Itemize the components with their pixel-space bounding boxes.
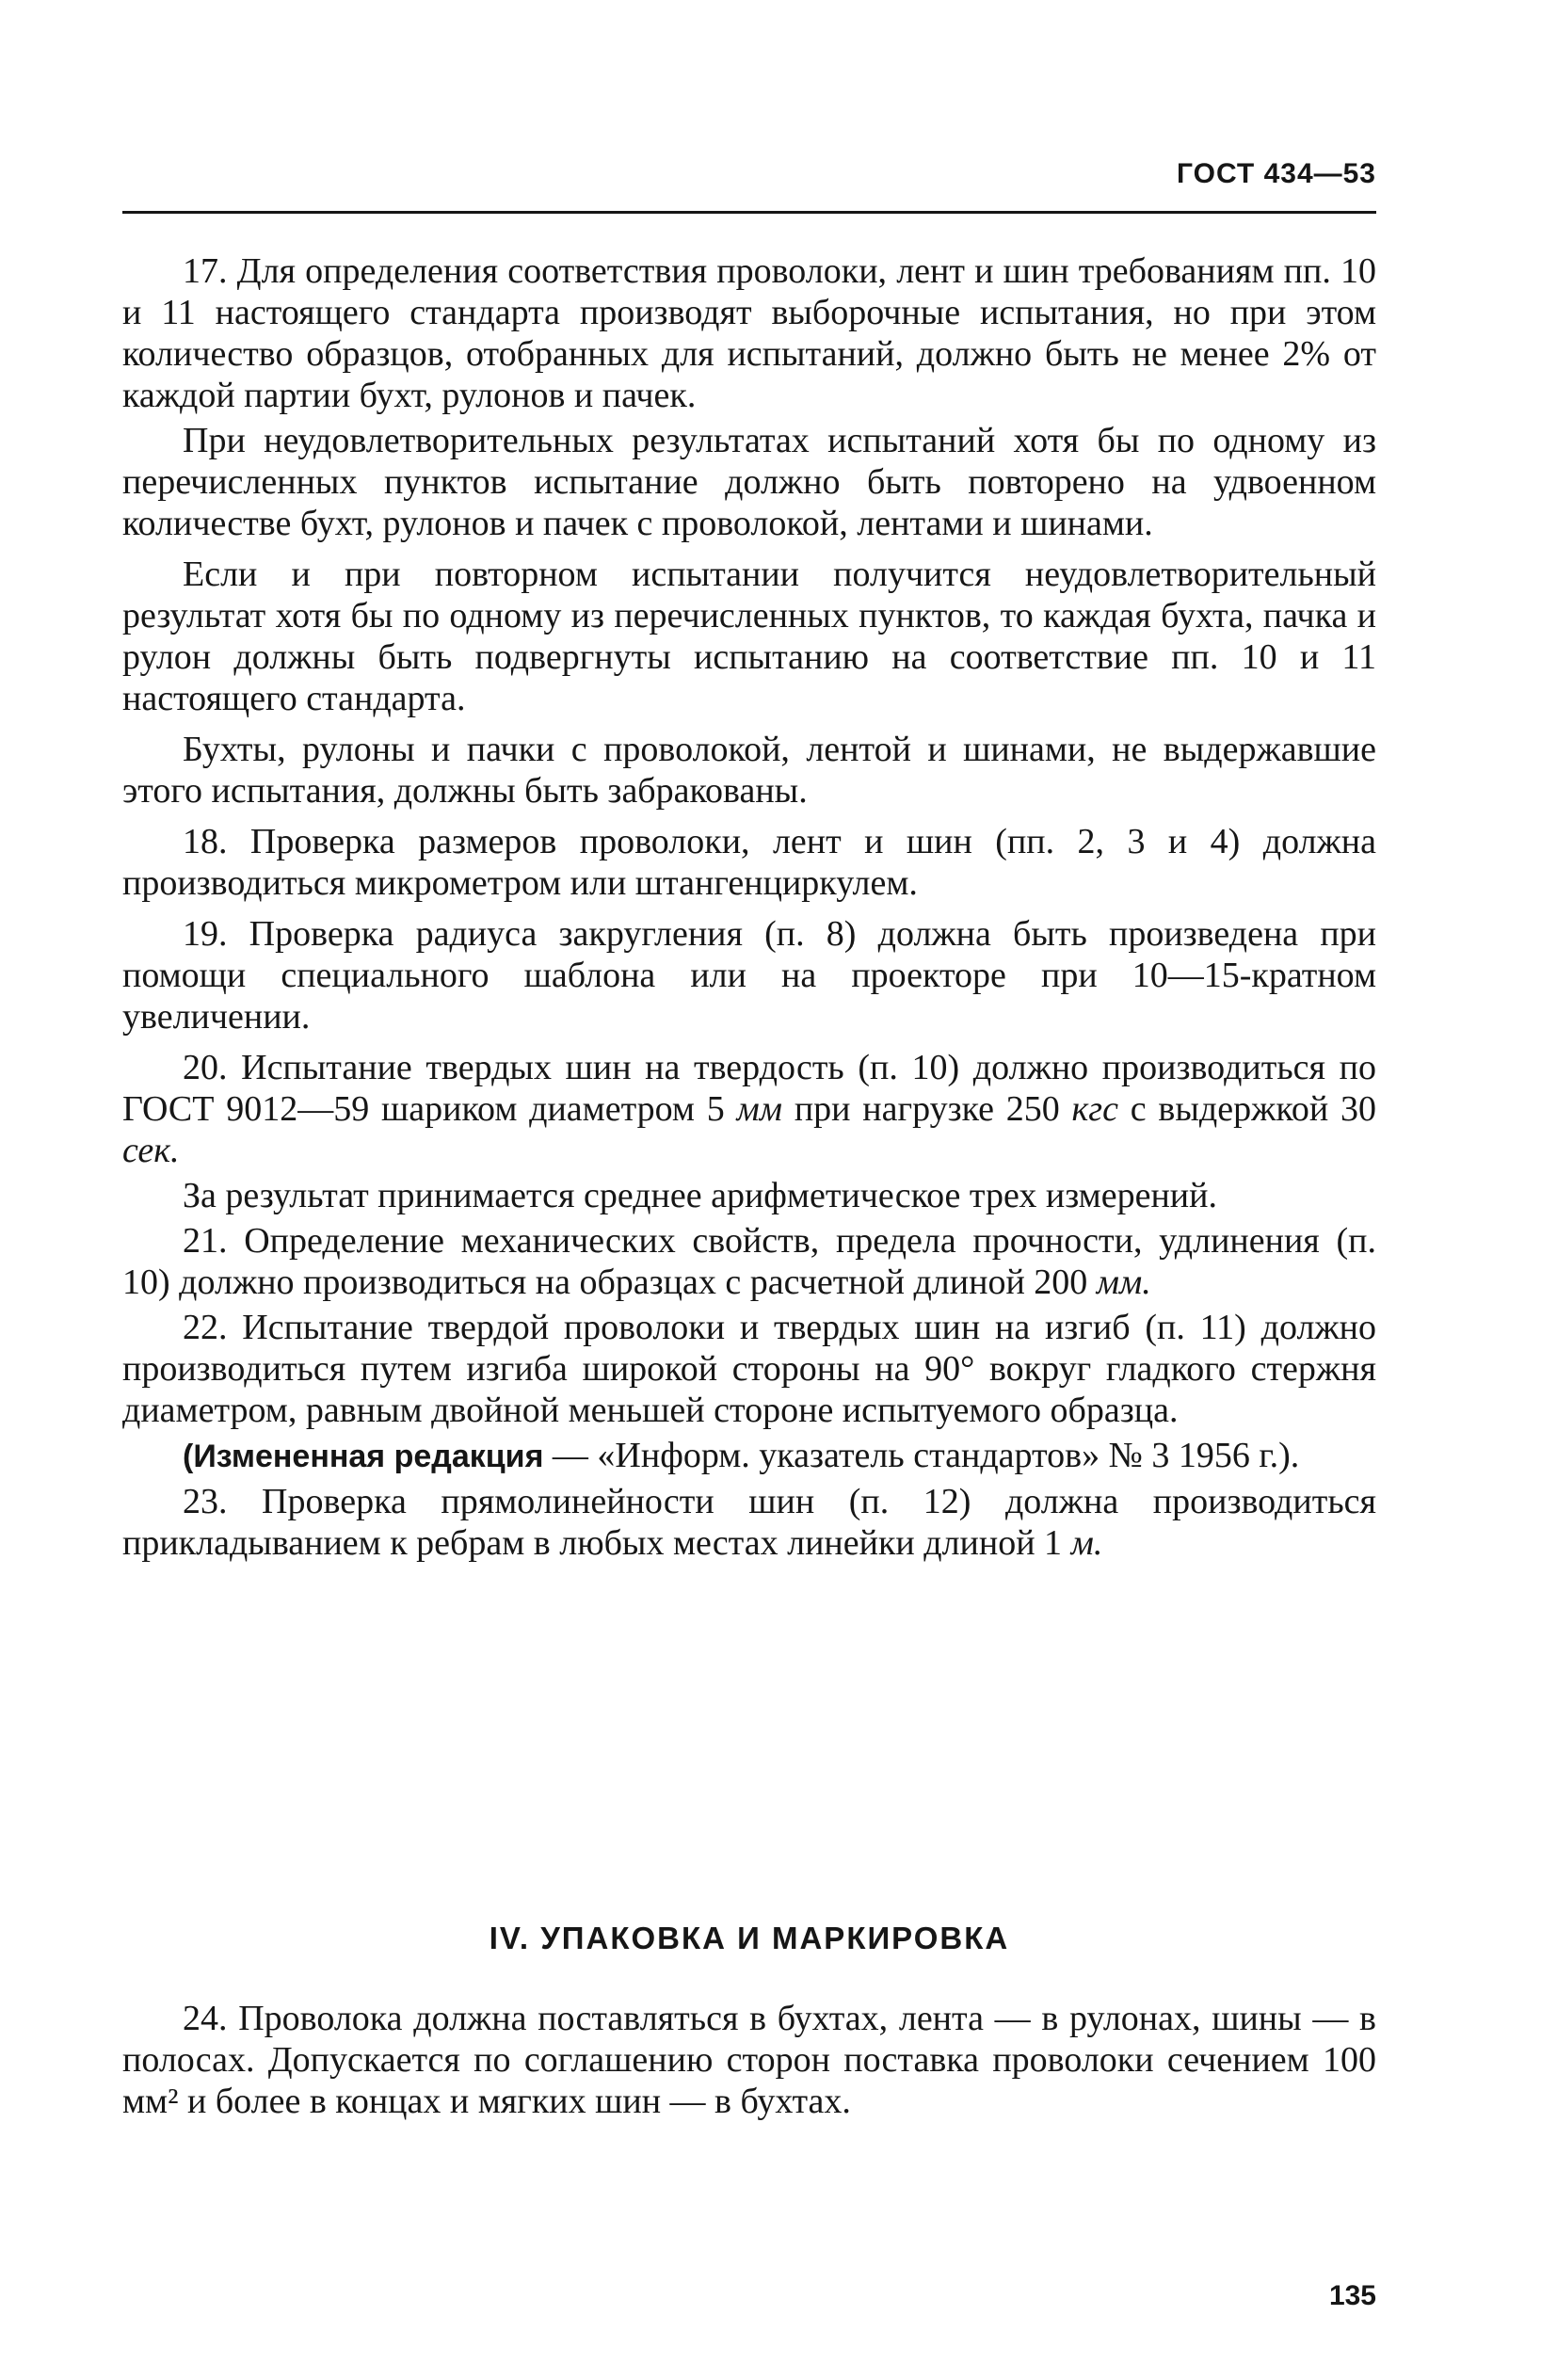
section-text xyxy=(122,1998,1376,2122)
paragraph-17-reject: Бухты, рулоны и пачки с проволокой, лентой и шинами, не выдержавшие этого испытания, должны быть забракованы. xyxy=(122,730,1376,811)
paragraph-21 xyxy=(122,1220,1376,1303)
paragraph-18: 18. Проверка размеров проволоки, лент и шин (пп. 2, 3 и 4) должна производиться микрометром или штангенциркулем. xyxy=(122,822,1376,903)
paragraph-24-text-1: 24. Проволока должна поставляться в бухтах, лента — в рулонах, шины — в полосах. Допускается по соглашению сторон поставка проволоки сечением 100 xyxy=(122,1999,1376,2080)
unit-sec: сек. xyxy=(122,1131,180,1170)
paragraph-19: 19. Проверка радиуса закругления (п. 8) должна быть произведена при помощи специального шаблона или на проекторе при 10—15-кратном увеличении. xyxy=(122,914,1376,1037)
unit-mm: мм xyxy=(736,1089,783,1129)
paragraph-20-text-3: с выдержкой 30 xyxy=(1118,1089,1376,1129)
paragraph-22-edit-note xyxy=(122,1435,1376,1477)
paragraph-20-text-1: 20. Испытание твердых шин на твердость (п. 10) должно производиться по ГОСТ 9012—59 шариком диаметром 5 xyxy=(122,1048,1376,1129)
page-number: 135 xyxy=(1328,2280,1376,2311)
paragraph-17-each-item-test: Если и при повторном испытании получится неудовлетворительный результат хотя бы по одному из перечисленных пунктов, то каждая бухта, пачка и рулон должны быть подвергнуты испытанию на соответствие пп. 10 и 11 настоящего стандарта. xyxy=(122,555,1376,718)
paragraph-23-text: 23. Проверка прямолинейности шин (п. 12) должна производиться прикладыванием к ребрам в любых местах линейки длиной 1 xyxy=(122,1482,1376,1563)
paragraph-24 xyxy=(122,1998,1376,2122)
unit-mm-21: мм. xyxy=(1096,1262,1151,1302)
paragraph-20-result: За результат принимается среднее арифметическое трех измерений. xyxy=(183,1176,1217,1215)
paragraph-24-text-2: и более в концах и мягких шин — в бухтах. xyxy=(178,2082,851,2121)
edit-note-rest: — «Информ. указатель стандартов» № 3 1956 г.). xyxy=(543,1436,1300,1475)
paragraph-20-text-2: при нагрузке 250 xyxy=(782,1089,1072,1129)
paragraph-21-text: 21. Определение механических свойств, предела прочности, удлинения (п. 10) должно производиться на образцах с расчетной длиной 200 xyxy=(122,1221,1376,1302)
paragraph-17: 17. Для определения соответствия проволоки, лент и шин требованиям пп. 10 и 11 настоящего стандарта производят выборочные испытания, но при этом количество образцов, отобранных для испытаний, должно быть не менее 2% от каждой партии бухт, рулонов и пачек. xyxy=(122,251,1376,415)
paragraph-17-repeat-test: При неудовлетворительных результатах испытаний хотя бы по одному из перечисленных пунктов испытание должно быть повторено на удвоенном количестве бухт, рулонов и пачек с проволокой, лентами и шинами. xyxy=(122,421,1376,543)
unit-mm2: мм² xyxy=(122,2082,179,2121)
main-text xyxy=(122,250,1376,1568)
unit-m: м. xyxy=(1070,1523,1103,1563)
section-title: IV. УПАКОВКА И МАРКИРОВКА xyxy=(489,1921,1010,1955)
paragraph-20 xyxy=(122,1047,1376,1171)
unit-kgs: кгс xyxy=(1071,1089,1118,1129)
page-header-standard: ГОСТ 434—53 xyxy=(1177,158,1376,189)
header-rule xyxy=(122,211,1376,214)
paragraph-23 xyxy=(122,1481,1376,1564)
edit-note-bold: (Измененная редакция xyxy=(183,1439,544,1474)
paragraph-22: 22. Испытание твердой проволоки и твердых шин на изгиб (п. 11) должно производиться путем изгиба широкой стороны на 90° вокруг гладкого стержня диаметром, равным двойной меньшей стороне испытуемого образца. xyxy=(122,1308,1376,1430)
